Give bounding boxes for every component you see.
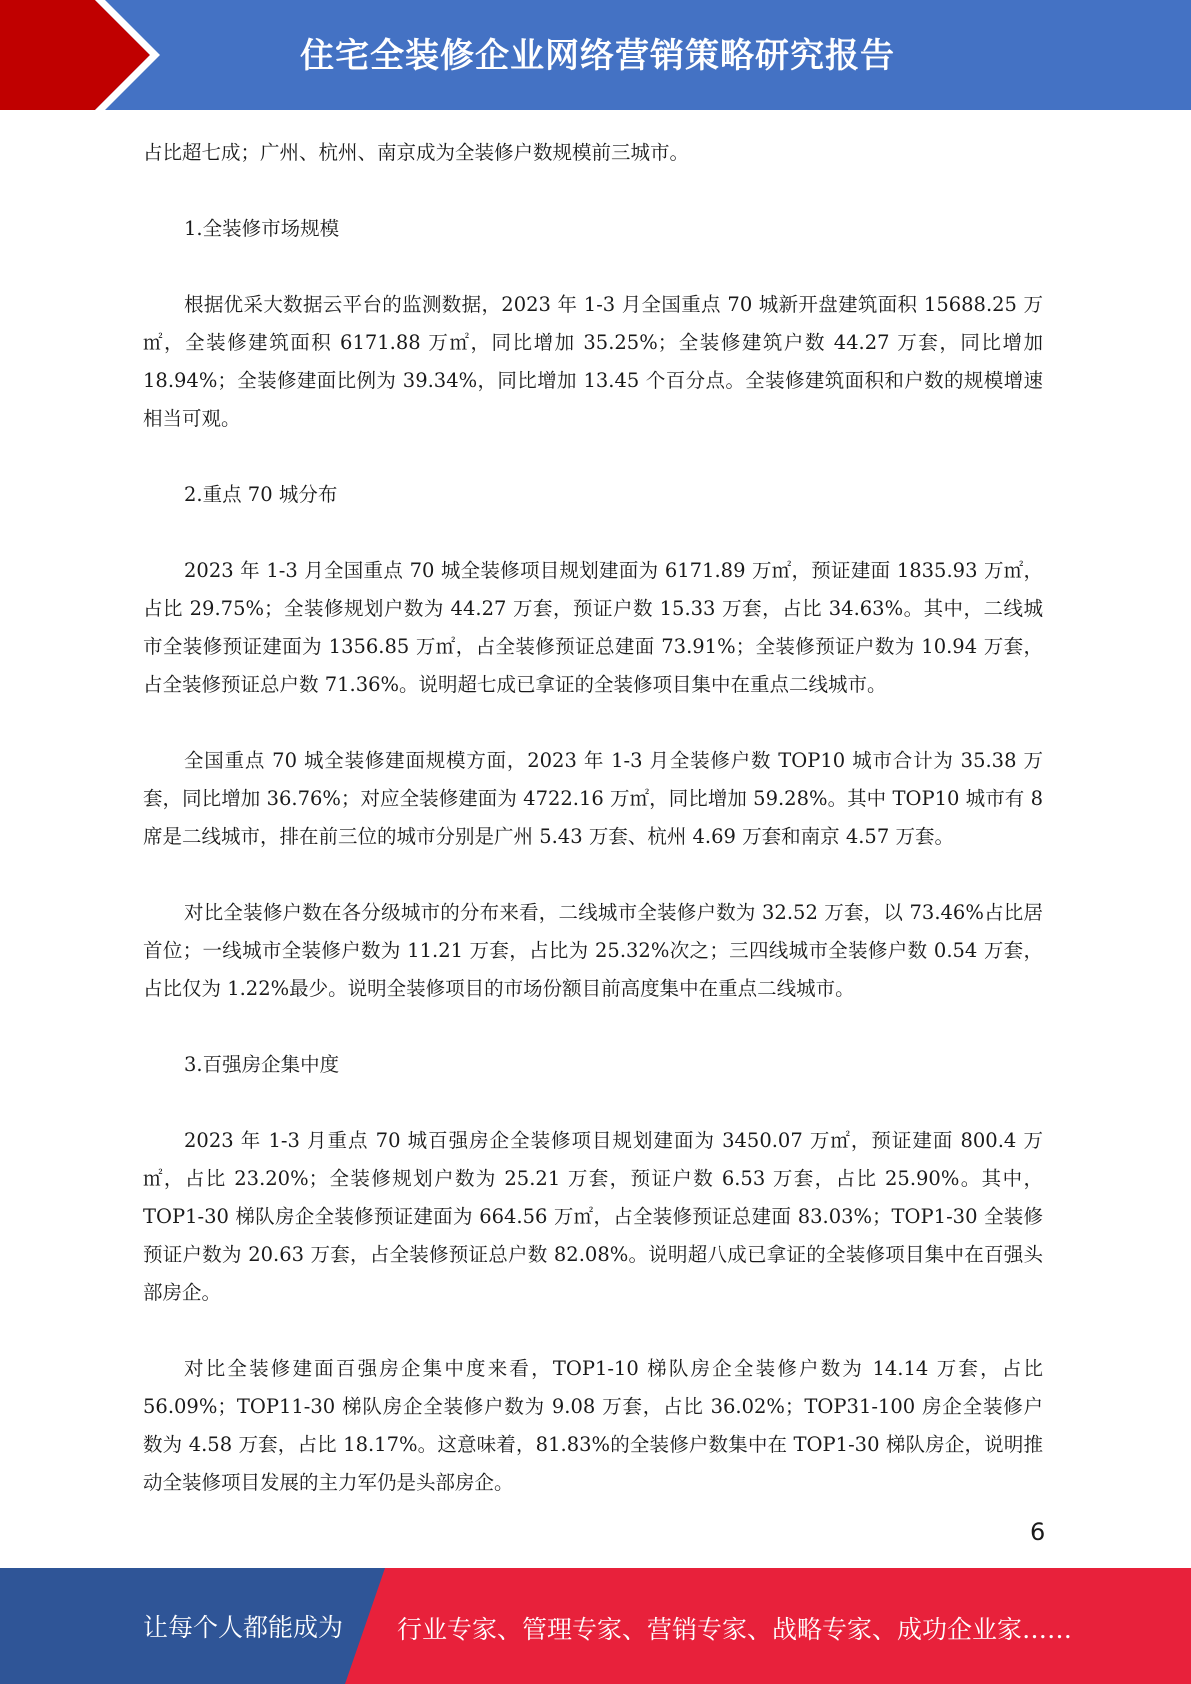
section-heading-70-cities: 2.重点 70 城分布 xyxy=(184,483,338,506)
paragraph: 对比全装修户数在各分级城市的分布来看，二线城市全装修户数为 32.52 万套，以 73.46%占比居首位；一线城市全装修户数为 11.21 万套，占比为 25.32%次之；三四线城市全装修户数 0.54 万套，占比仅为 1.22%最少。说明全装修项目的市场份额目前高度集中在重点二线城市。 xyxy=(143,901,1043,1000)
paragraph: 2023 年 1-3 月全国重点 70 城全装修项目规划建面为 6171.89 万㎡，预证建面 1835.93 万㎡，占比 29.75%；全装修规划户数为 44.27 万套，预证户数 15.33 万套，占比 34.63%。其中，二线城市全装修预证建面为 1356.85 万㎡，占全装修预证总建面 73.91%；全装修预证户数为 10.94 万套，占全装修预证总户数 71.36%。说明超七成已拿证的全装修项目集中在重点二线城市。 xyxy=(143,559,1043,696)
page-number: 6 xyxy=(1030,1518,1046,1546)
document-body xyxy=(143,134,1043,1540)
document-title: 住宅全装修企业网络营销策略研究报告 xyxy=(300,36,895,76)
page-header xyxy=(0,0,1191,110)
footer-slogan-right: 行业专家、管理专家、营销专家、战略专家、成功企业家…… xyxy=(397,1615,1073,1644)
page-footer xyxy=(0,1568,1191,1684)
section-heading-top100: 3.百强房企集中度 xyxy=(184,1053,340,1076)
paragraph-continuation: 占比超七成；广州、杭州、南京成为全装修户数规模前三城市。 xyxy=(143,141,690,164)
footer-slogan-left: 让每个人都能成为 xyxy=(143,1613,344,1642)
section-heading-market-scale: 1.全装修市场规模 xyxy=(184,217,340,240)
paragraph: 全国重点 70 城全装修建面规模方面，2023 年 1-3 月全装修户数 TOP10 城市合计为 35.38 万套，同比增加 36.76%；对应全装修建面为 4722.16 万㎡，同比增加 59.28%。其中 TOP10 城市有 8 席是二线城市，排在前三位的城市分别是广州 5.43 万套、杭州 4.69 万套和南京 4.57 万套。 xyxy=(143,749,1043,848)
paragraph: 对比全装修建面百强房企集中度来看，TOP1-10 梯队房企全装修户数为 14.14 万套，占比 56.09%；TOP11-30 梯队房企全装修户数为 9.08 万套，占比 36.02%；TOP31-100 房企全装修户数为 4.58 万套，占比 18.17%。这意味着，81.83%的全装修户数集中在 TOP1-30 梯队房企，说明推动全装修项目发展的主力军仍是头部房企。 xyxy=(143,1357,1043,1494)
paragraph: 2023 年 1-3 月重点 70 城百强房企全装修项目规划建面为 3450.07 万㎡，预证建面 800.4 万㎡，占比 23.20%；全装修规划户数为 25.21 万套，预证户数 6.53 万套，占比 25.90%。其中，TOP1-30 梯队房企全装修预证建面为 664.56 万㎡，占全装修预证总建面 83.03%；TOP1-30 全装修预证户数为 20.63 万套，占全装修预证总户数 82.08%。说明超八成已拿证的全装修项目集中在百强头部房企。 xyxy=(143,1129,1043,1304)
paragraph: 根据优采大数据云平台的监测数据，2023 年 1-3 月全国重点 70 城新开盘建筑面积 15688.25 万㎡，全装修建筑面积 6171.88 万㎡，同比增加 35.25%；全装修建筑户数 44.27 万套，同比增加 18.94%；全装修建面比例为 39.34%，同比增加 13.45 个百分点。全装修建筑面积和户数的规模增速相当可观。 xyxy=(143,293,1043,430)
